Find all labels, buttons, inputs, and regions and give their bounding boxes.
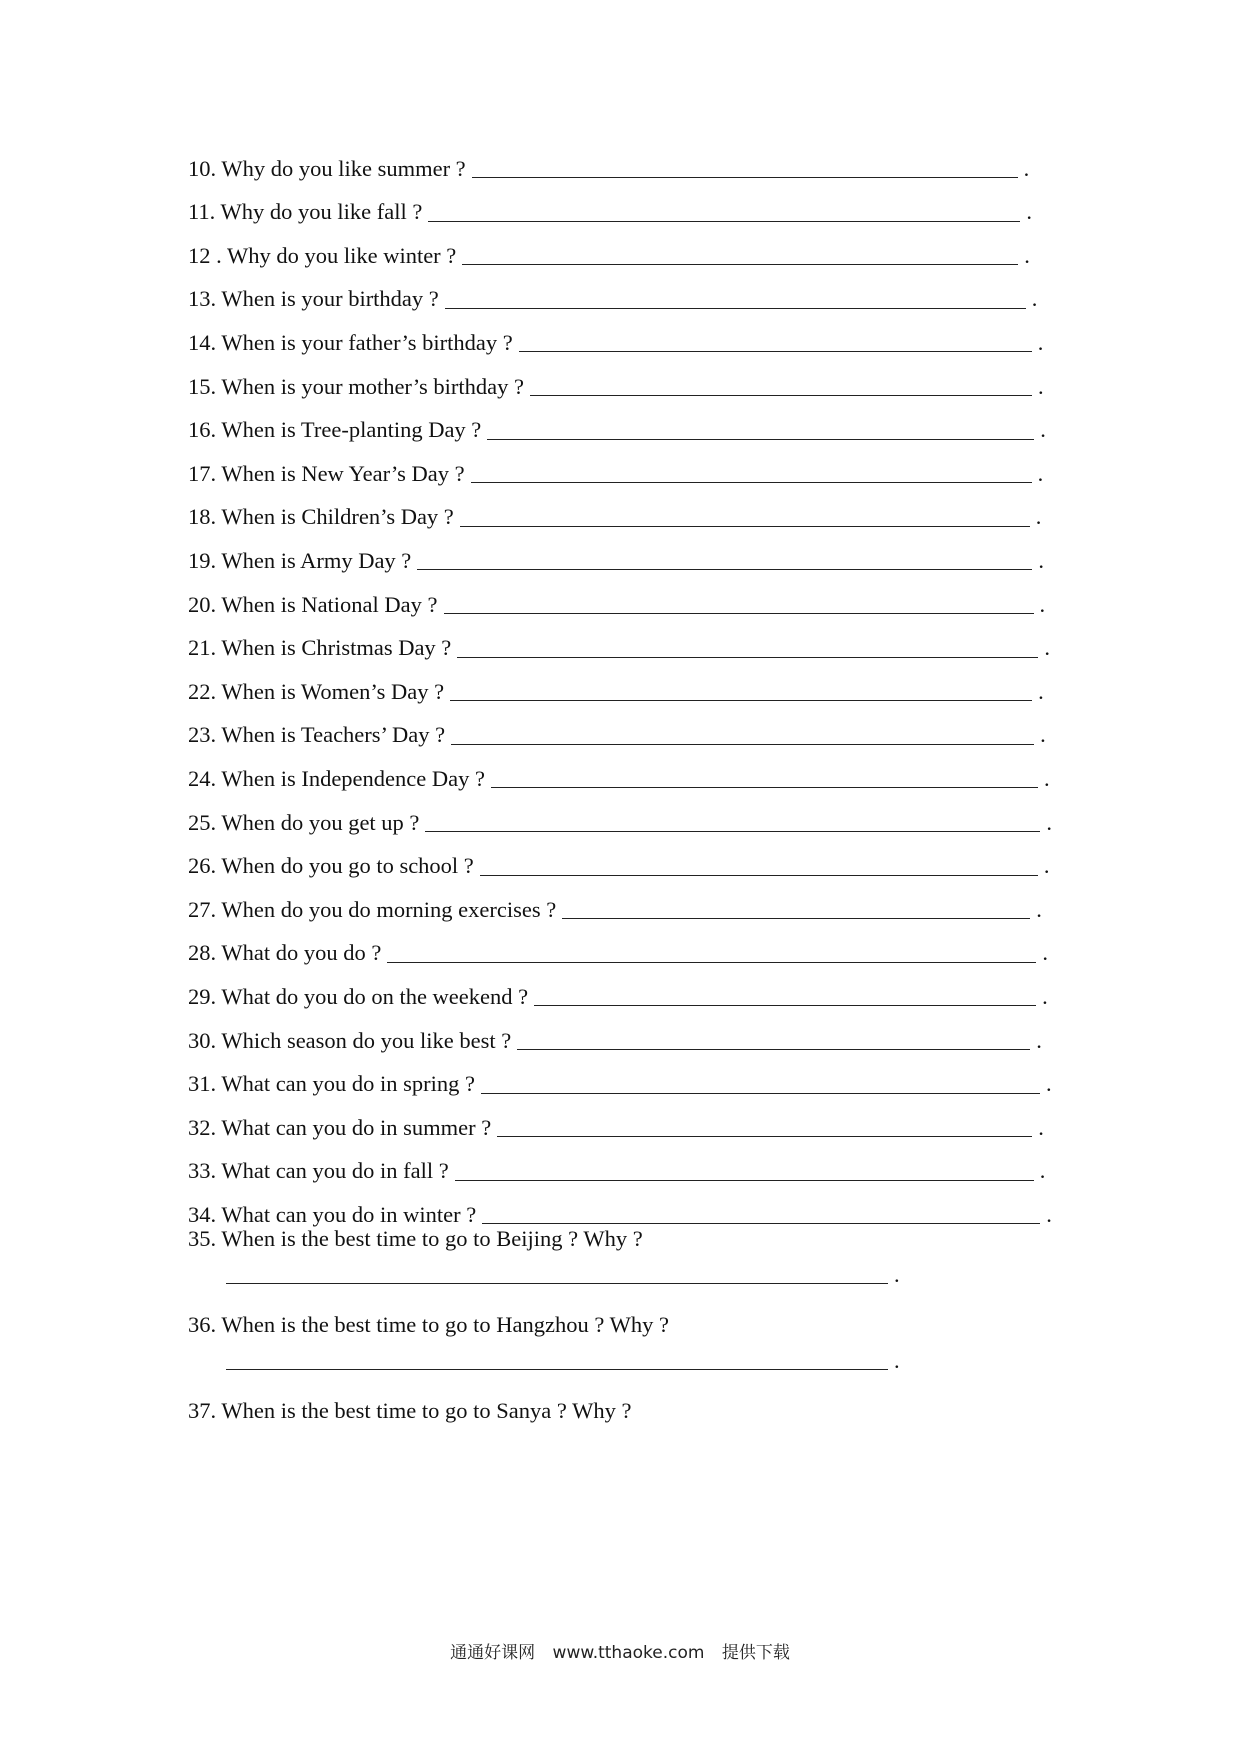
answer-blank[interactable] [534,1004,1036,1006]
question-period: . [1037,460,1044,486]
question-text: 24. When is Independence Day ? [188,765,485,791]
question-text: 34. What can you do in winter ? [188,1201,477,1227]
answer-blank[interactable] [451,743,1034,745]
question-period: . [1046,1201,1052,1227]
question-period: . [1043,765,1050,791]
footer-url[interactable]: www.tthaoke.com [552,1643,705,1663]
question-period: . [1042,940,1048,966]
question-item [188,1062,1052,1096]
question-period: . [1038,1114,1044,1140]
question-text: 29. What do you do on the weekend ? [188,983,529,1009]
question-text: 15. When is your mother’s birthday ? [188,373,524,399]
question-item [188,495,1041,529]
answer-blank[interactable] [462,263,1018,265]
question-period: . [1035,504,1042,530]
footer-site-name: 通通好课网 [450,1643,536,1663]
page-footer [0,1638,1240,1663]
question-period: . [1040,417,1046,443]
answer-blank[interactable] [487,438,1034,440]
question-period: . [1023,155,1030,181]
answer-blank[interactable] [455,1179,1034,1181]
question-text: 18. When is Children’s Day ? [188,504,454,530]
question-item [188,626,1050,660]
question-period: . [1043,853,1050,879]
answer-blank[interactable] [519,350,1032,352]
answer-line [226,1256,900,1286]
question-text: 28. What do you do ? [188,940,382,966]
question-period: . [1031,286,1038,312]
question-period: . [1046,1071,1052,1097]
answer-period: . [894,1261,900,1287]
question-item [188,1302,675,1336]
question-item [188,669,1044,703]
question-text: 16. When is Tree-planting Day ? [188,417,482,443]
answer-blank[interactable] [481,1092,1040,1094]
question-period: . [1039,591,1046,617]
question-text: 21. When is Christmas Day ? [188,635,452,661]
question-text: 36. When is the best time to go to Hangzhou ? Why ? [188,1311,669,1337]
answer-blank[interactable] [517,1048,1030,1050]
question-text: 23. When is Teachers’ Day ? [188,722,446,748]
question-item [188,582,1045,616]
question-text: 35. When is the best time to go to Beijing ? Why ? [188,1225,643,1251]
question-item [188,146,1029,180]
answer-blank[interactable] [562,917,1030,919]
question-period: . [1038,547,1044,573]
question-item [188,756,1050,790]
question-item [188,713,1046,747]
question-period: . [1026,199,1032,225]
question-item [188,1216,649,1250]
question-period: . [1024,242,1030,268]
question-period: . [1036,1027,1042,1053]
question-item [188,233,1030,267]
question-item [188,1149,1045,1183]
answer-blank[interactable] [460,525,1030,527]
question-period: . [1039,1158,1046,1184]
answer-blank[interactable] [530,394,1032,396]
answer-blank[interactable] [480,874,1038,876]
question-period: . [1040,722,1046,748]
question-text: 37. When is the best time to go to Sanya ? Why ? [188,1397,632,1423]
question-item [188,451,1043,485]
question-period: . [1037,373,1044,399]
question-period: . [1038,678,1044,704]
answer-line [226,1342,900,1372]
question-text: 10. Why do you like summer ? [188,155,466,181]
answer-blank[interactable] [226,1368,888,1370]
question-item [188,887,1042,921]
answer-period: . [894,1347,900,1373]
footer-suffix: 提供下载 [721,1643,790,1663]
answer-blank[interactable] [491,786,1038,788]
question-text: 17. When is New Year’s Day ? [188,460,465,486]
question-item [188,1388,637,1422]
question-period: . [1042,983,1048,1009]
question-text: 27. When do you do morning exercises ? [188,896,557,922]
question-text: 22. When is Women’s Day ? [188,678,445,704]
question-item [188,1018,1042,1052]
question-item [188,320,1043,354]
answer-blank[interactable] [497,1135,1032,1137]
question-item [188,538,1044,572]
answer-blank[interactable] [445,307,1026,309]
answer-blank[interactable] [471,481,1032,483]
answer-blank[interactable] [226,1282,888,1284]
answer-blank[interactable] [457,656,1038,658]
question-text: 20. When is National Day ? [188,591,438,617]
question-text: 12 . Why do you like winter ? [188,242,457,268]
question-item [188,931,1048,965]
question-period: . [1046,809,1053,835]
answer-blank[interactable] [417,568,1032,570]
question-text: 19. When is Army Day ? [188,547,412,573]
answer-blank[interactable] [425,830,1040,832]
question-text: 31. What can you do in spring ? [188,1071,476,1097]
question-text: 26. When do you go to school ? [188,853,474,879]
question-item [188,1105,1044,1139]
question-text: 25. When do you get up ? [188,809,420,835]
question-text: 33. What can you do in fall ? [188,1158,449,1184]
question-item [188,364,1044,398]
question-text: 11. Why do you like fall ? [188,199,423,225]
question-item [188,974,1048,1008]
question-item [188,844,1049,878]
question-period: . [1036,896,1042,922]
answer-blank[interactable] [444,612,1034,614]
answer-blank[interactable] [428,220,1020,222]
answer-blank[interactable] [450,699,1032,701]
question-text: 32. What can you do in summer ? [188,1114,492,1140]
question-item [188,408,1046,442]
question-text: 30. Which season do you like best ? [188,1027,512,1053]
question-text: 13. When is your birthday ? [188,286,439,312]
question-period: . [1044,635,1050,661]
answer-blank[interactable] [472,176,1018,178]
question-item [188,190,1032,224]
answer-blank[interactable] [387,961,1036,963]
question-period: . [1037,329,1044,355]
question-text: 14. When is your father’s birthday ? [188,329,513,355]
question-item [188,800,1052,834]
question-item [188,277,1037,311]
